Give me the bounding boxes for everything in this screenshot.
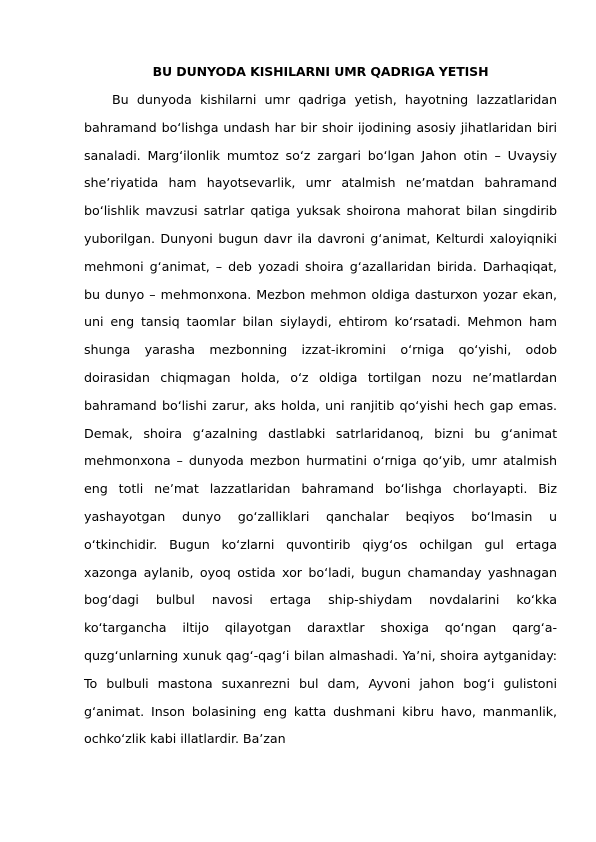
- document-page: [84, 58, 557, 753]
- body-paragraph: Bu dunyoda kishilarni umr qadriga yetish, hayotning lazzatlaridan bahramand boʻlishga undash har bir shoir ijodining asosiy jihatlaridan biri sanaladi. Margʻilonlik mumtoz soʻz zargari boʻlgan Jahon otin – Uvaysiy sheʼriyatida ham hayotsevarlik, umr atalmish neʼmatdan bahramand boʻlishlik mavzusi satrlar qatiga yuksak shoirona mahorat bilan singdirib yuborilgan. Dunyoni bugun davr ila davroni gʻanimat, Kelturdi xaloyiqniki mehmoni gʻanimat, – deb yozadi shoira gʻazallaridan birida. Darhaqiqat, bu dunyo – mehmonxona. Mezbon mehmon oldiga dasturxon yozar ekan, uni eng tansiq taomlar bilan siylaydi, ehtirom koʻrsatadi. Mehmon ham shunga yarasha mezbonning izzat-ikromini oʻrniga qoʻyishi, odob doirasidan chiqmagan holda, oʻz oldiga tortilgan nozu neʼmatlardan bahramand boʻlishi zarur, aks holda, uni ranjitib qoʻyishi hech gap emas. Demak, shoira gʻazalning dastlabki satrlaridanoq, bizni bu gʻanimat mehmonxona – dunyoda mezbon hurmatini oʻrniga qoʻyib, umr atalmish eng totli neʼmat lazzatlaridan bahramand boʻlishga chorlayapti. Biz yashayotgan dunyo goʻzalliklari qanchalar beqiyos boʻlmasin u oʻtkinchidir. Bugun koʻzlarni quvontirib qiygʻos ochilgan gul ertaga xazonga aylanib, oyoq ostida xor boʻladi, bugun chamanday yashnagan bogʻdagi bulbul navosi ertaga ship-shiydam novdalarini koʻkka koʻtargancha iltijo qilayotgan daraxtlar shoxiga qoʻngan qargʻa-quzgʻunlarning xunuk qagʻ-qagʻi bilan almashadi. Yaʼni, shoira aytganiday: To bulbuli mastona suxanrezni bul dam, Ayvoni jahon bogʻi gulistoni gʻanimat. Inson bolasining eng katta dushmani kibru havo, manmanlik, ochkoʻzlik kabi illatlardir. Baʼzan: [84, 92, 557, 747]
- document-title: BU DUNYODA KISHILARNI UMR QADRIGA YETISH: [152, 64, 489, 79]
